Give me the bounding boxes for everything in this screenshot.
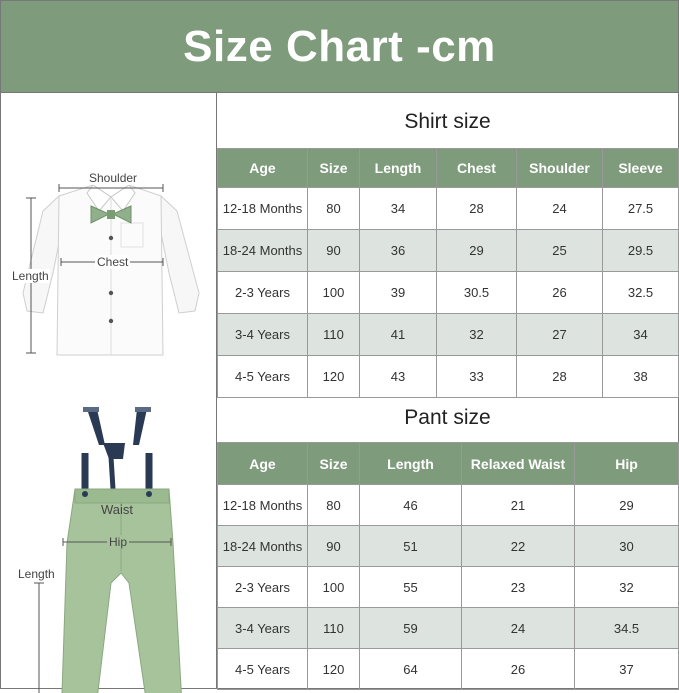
column-header: Hip [575, 443, 679, 485]
table-cell: 32 [437, 314, 517, 356]
table-cell: 80 [308, 485, 360, 526]
table-cell: 34.5 [575, 608, 679, 649]
table-cell: 29 [575, 485, 679, 526]
table-cell: 22 [462, 526, 575, 567]
table-cell: 29 [437, 230, 517, 272]
table-row [218, 188, 679, 230]
table-cell: 32.5 [603, 272, 679, 314]
table-cell: 34 [360, 188, 437, 230]
table-header-row [218, 149, 679, 188]
table-cell: 30 [575, 526, 679, 567]
table-header-row [218, 443, 679, 485]
table-row [218, 526, 679, 567]
table-cell: 27 [517, 314, 603, 356]
table-row [218, 356, 679, 398]
pants-length-label: Length [18, 567, 55, 581]
table-cell: 37 [575, 649, 679, 690]
table-cell: 2-3 Years [218, 567, 308, 608]
table-cell: 64 [360, 649, 462, 690]
table-row [218, 485, 679, 526]
table-cell: 39 [360, 272, 437, 314]
table-cell: 28 [437, 188, 517, 230]
table-cell: 18-24 Months [218, 526, 308, 567]
table-cell: 100 [308, 567, 360, 608]
chest-label: Chest [97, 255, 129, 269]
table-cell: 27.5 [603, 188, 679, 230]
table-cell: 80 [308, 188, 360, 230]
table-row [218, 314, 679, 356]
table-cell: 18-24 Months [218, 230, 308, 272]
table-cell: 120 [308, 649, 360, 690]
table-cell: 29.5 [603, 230, 679, 272]
table-cell: 59 [360, 608, 462, 649]
table-cell: 100 [308, 272, 360, 314]
table-cell: 28 [517, 356, 603, 398]
table-cell: 120 [308, 356, 360, 398]
table-cell: 12-18 Months [218, 485, 308, 526]
shirt-length-label: Length [12, 269, 49, 283]
table-cell: 12-18 Months [218, 188, 308, 230]
column-header: Age [218, 443, 308, 485]
table-cell: 55 [360, 567, 462, 608]
table-cell: 3-4 Years [218, 608, 308, 649]
pant-section-title: Pant size [404, 406, 491, 429]
table-cell: 38 [603, 356, 679, 398]
table-cell: 25 [517, 230, 603, 272]
table-cell: 24 [517, 188, 603, 230]
garment-diagrams [1, 93, 217, 688]
table-cell: 3-4 Years [218, 314, 308, 356]
table-cell: 36 [360, 230, 437, 272]
column-header: Relaxed Waist [462, 443, 575, 485]
page-title: Size Chart -cm [1, 1, 678, 93]
column-header: Sleeve [603, 149, 679, 188]
table-cell: 21 [462, 485, 575, 526]
table-row [218, 608, 679, 649]
column-header: Shoulder [517, 149, 603, 188]
column-header: Age [218, 149, 308, 188]
table-cell: 26 [517, 272, 603, 314]
table-cell: 110 [308, 314, 360, 356]
table-cell: 90 [308, 526, 360, 567]
table-cell: 24 [462, 608, 575, 649]
table-cell: 26 [462, 649, 575, 690]
table-cell: 110 [308, 608, 360, 649]
table-cell: 2-3 Years [218, 272, 308, 314]
table-cell: 46 [360, 485, 462, 526]
size-tables [217, 93, 678, 688]
table-row [218, 649, 679, 690]
table-cell: 43 [360, 356, 437, 398]
table-cell: 51 [360, 526, 462, 567]
table-row [218, 567, 679, 608]
pant-size-table [217, 442, 679, 690]
shirt-section-title: Shirt size [404, 110, 491, 133]
table-row [218, 230, 679, 272]
column-header: Length [360, 149, 437, 188]
table-cell: 41 [360, 314, 437, 356]
column-header: Size [308, 149, 360, 188]
shoulder-label: Shoulder [89, 171, 138, 185]
table-cell: 32 [575, 567, 679, 608]
table-row [218, 272, 679, 314]
column-header: Size [308, 443, 360, 485]
pants-length-measure [1, 93, 217, 393]
table-cell: 4-5 Years [218, 649, 308, 690]
table-cell: 90 [308, 230, 360, 272]
table-cell: 34 [603, 314, 679, 356]
shirt-size-table [217, 148, 679, 398]
column-header: Length [360, 443, 462, 485]
table-cell: 33 [437, 356, 517, 398]
table-cell: 30.5 [437, 272, 517, 314]
column-header: Chest [437, 149, 517, 188]
table-cell: 23 [462, 567, 575, 608]
hip-label: Hip [109, 535, 128, 549]
table-cell: 4-5 Years [218, 356, 308, 398]
waist-label: Waist [101, 502, 134, 517]
